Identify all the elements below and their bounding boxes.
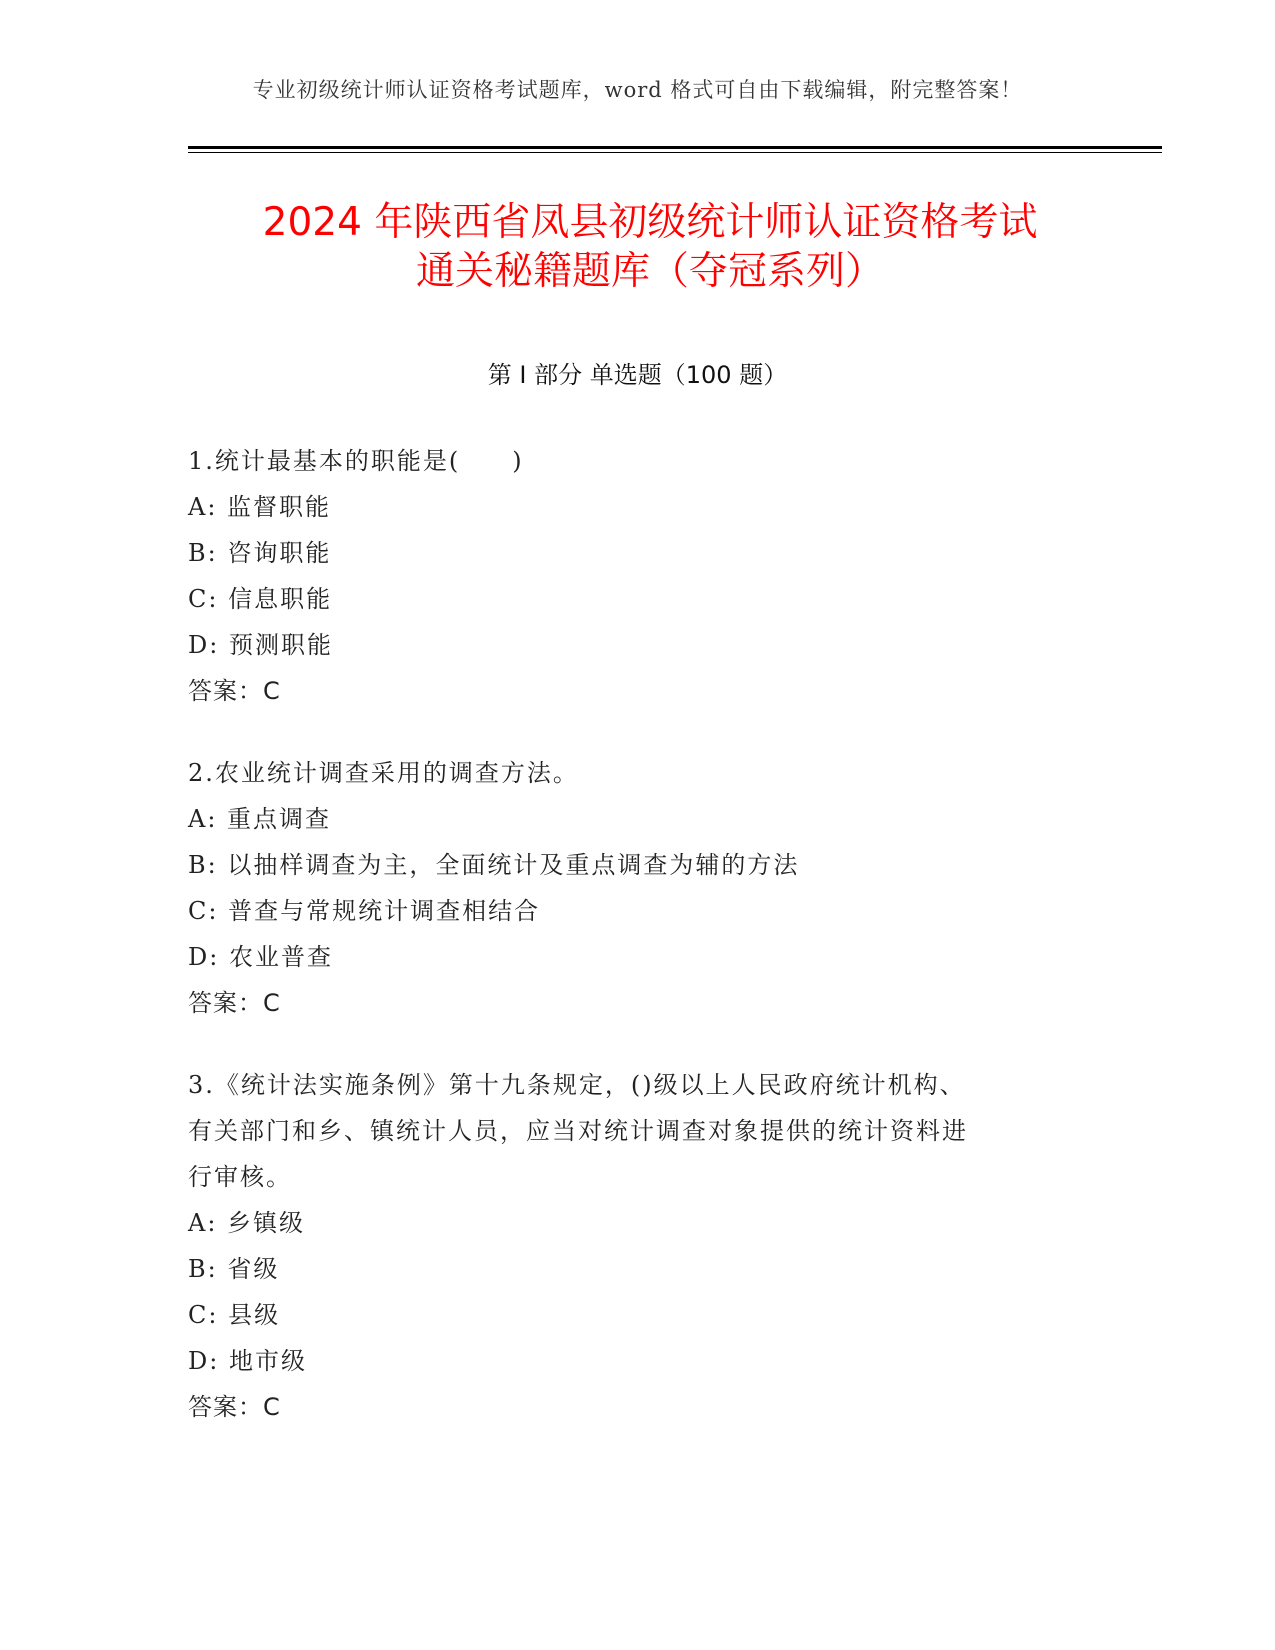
option-b: B: 咨询职能 — [188, 539, 332, 567]
question-stem: 1.统计最基本的职能是( ) — [188, 447, 524, 475]
section-title: 第 I 部分 单选题（100 题） — [487, 361, 788, 389]
option-d: D: 地市级 — [188, 1347, 307, 1375]
header-note: 专业初级统计师认证资格考试题库，word 格式可自由下载编辑，附完整答案！ — [252, 78, 1023, 102]
question-1 — [188, 438, 1068, 714]
answer: 答案：C — [188, 677, 281, 705]
option-a: A: 乡镇级 — [188, 1209, 306, 1237]
question-stem-line-2: 有关部门和乡、镇统计人员，应当对统计调查对象提供的统计资料进 — [188, 1117, 968, 1145]
option-c: C: 普查与常规统计调查相结合 — [188, 897, 541, 925]
answer: 答案：C — [188, 989, 281, 1017]
option-a: A: 重点调查 — [188, 805, 332, 833]
option-d: D: 农业普查 — [188, 943, 333, 971]
option-b: B: 以抽样调查为主，全面统计及重点调查为辅的方法 — [188, 851, 800, 879]
title-line-2: 通关秘籍题库（夺冠系列） — [415, 249, 884, 294]
option-d: D: 预测职能 — [188, 631, 333, 659]
question-stem-line-1: 3.《统计法实施条例》第十九条规定，()级以上人民政府统计机构、 — [188, 1071, 966, 1099]
option-c: C: 县级 — [188, 1301, 281, 1329]
option-b: B: 省级 — [188, 1255, 280, 1283]
answer: 答案：C — [188, 1393, 281, 1421]
document-title — [190, 198, 1110, 296]
question-stem: 2.农业统计调查采用的调查方法。 — [188, 759, 579, 787]
question-3 — [188, 1062, 1068, 1430]
title-line-1: 2024 年陕西省凤县初级统计师认证资格考试 — [262, 200, 1038, 245]
question-2 — [188, 750, 1068, 1026]
option-a: A: 监督职能 — [188, 493, 332, 521]
option-c: C: 信息职能 — [188, 585, 333, 613]
question-list — [188, 438, 1068, 1466]
header-rule-thin — [188, 152, 1162, 153]
header-rule-thick — [188, 146, 1162, 149]
question-stem-line-3: 行审核。 — [188, 1163, 292, 1191]
